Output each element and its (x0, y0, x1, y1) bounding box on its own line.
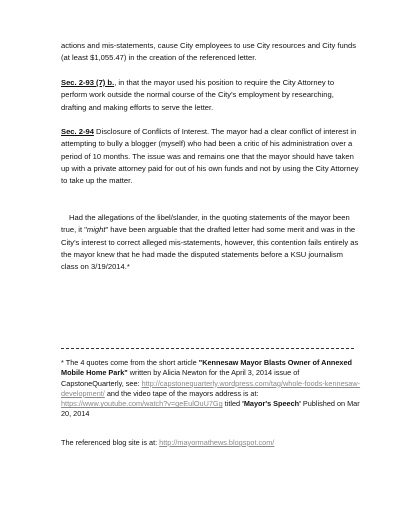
footnote-divider (61, 348, 354, 349)
youtube-link[interactable]: https://www.youtube.com/watch?v=geEulOuU7Gg (61, 399, 223, 409)
blog-reference: The referenced blog site is at: http://mayormathews.blogspot.com/ (61, 438, 275, 447)
article-title: "Kennesaw Mayor Blasts Owner of Annexed Mobile Home Park" (61, 358, 352, 378)
video-title: 'Mayor's Speech' (242, 399, 301, 409)
capstone-link[interactable]: http://capstonequarterly.wordpress.com/tag/whole-foods-kennesaw-development/ (61, 378, 361, 398)
paragraph-sec-2-93: Sec. 2-93 (7) b., in that the mayor used his position to require the City Attorney to perform work outside the normal course of the City's employment by researching, drafting and making efforts to serve the letter. (61, 78, 335, 112)
italic-might: might (86, 225, 106, 235)
section-ref-2-94: Sec. 2-94 (61, 127, 94, 136)
blog-link[interactable]: http://mayormathews.blogspot.com/ (159, 438, 275, 447)
footnote: * The 4 quotes come from the short article "Kennesaw Mayor Blasts Owner of Annexed Mobile Home Park" written by Alicia Newton for the April 3, 2014 issue of CapstoneQuarterly, see: http://capstonequarterly.wordpress.com/tag/whole-foods-kennesaw-development/ and the video tape of the mayors address is at: https://www.youtube.com/watch?v=geEulOuU7Gg titled 'Mayor's Speech' Published on Mar 20, 2014 (61, 358, 361, 419)
paragraph-sec-2-94: Sec. 2-94 Disclosure of Conflicts of Interest. The mayor had a clear conflict of interest in attempting to bully a blogger (myself) who had been a critic of his administration over a period of 10 months. The issue was and remains one that the mayor should have taken up with a private attorney paid for out of his own funds and not by using the City Attorney to take up the matter. (61, 127, 359, 186)
paragraph-funds: actions and mis-statements, cause City employees to use City resources and City funds (at least $1,055.47) in the creation of the referenced letter. (61, 41, 357, 63)
section-ref-2-93: Sec. 2-93 (7) b. (61, 78, 115, 87)
paragraph-allegations: Had the allegations of the libel/slander, in the quoting statements of the mayor been true, it "might" have been arguable that the drafted letter had some merit and was in the City's interest to correct alleged mis-statements, however, this contention fails entirely as the mayor knew that he had made the disputed statements before a KSU journalism class on 3/19/2014.* (61, 213, 359, 272)
